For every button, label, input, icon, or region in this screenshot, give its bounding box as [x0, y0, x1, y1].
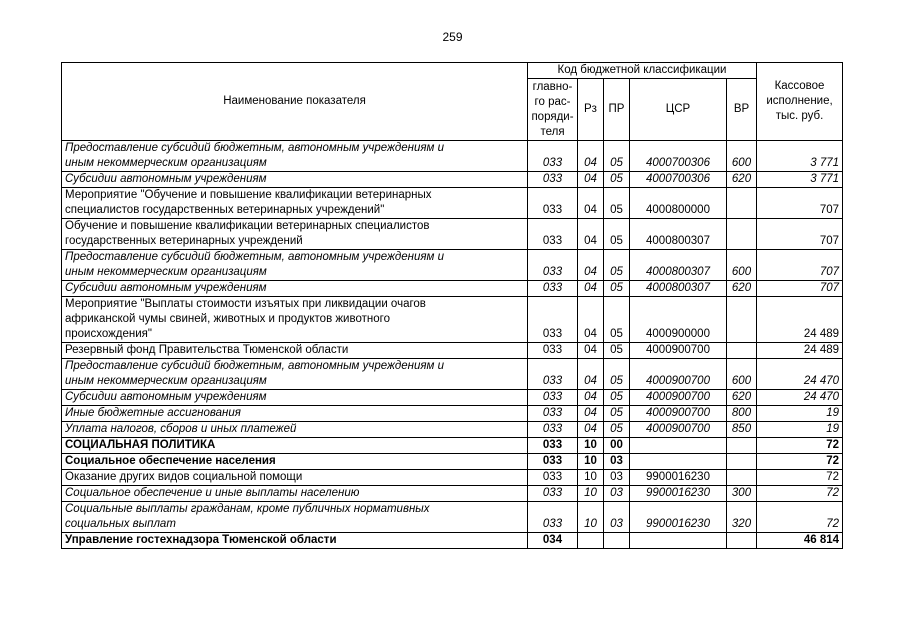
cell-amount: 72	[757, 454, 843, 470]
table-row	[62, 533, 843, 549]
row-name	[62, 141, 528, 172]
cell-pr: 05	[604, 250, 630, 281]
cell-rz: 04	[578, 359, 604, 390]
cell-vr: 850	[727, 422, 757, 438]
table-row	[62, 359, 843, 390]
table-row	[62, 141, 843, 172]
row-name	[62, 406, 528, 422]
cell-glavn: 033	[528, 343, 578, 359]
cell-vr	[727, 297, 757, 343]
row-name-line: Социальные выплаты гражданам, кроме публичных нормативных	[65, 503, 430, 515]
cell-pr: 03	[604, 502, 630, 533]
cell-csr	[630, 533, 727, 549]
cell-glavn: 033	[528, 188, 578, 219]
cell-vr	[727, 470, 757, 486]
header-glavn-line: поряди-	[531, 110, 574, 123]
row-name-line: Обучение и повышение квалификации ветеринарных специалистов	[65, 220, 430, 232]
row-name	[62, 502, 528, 533]
cell-pr: 03	[604, 470, 630, 486]
cell-rz: 04	[578, 406, 604, 422]
cell-vr: 620	[727, 390, 757, 406]
header-code-group: Код бюджетной классификации	[528, 63, 757, 79]
row-name-line: Оказание других видов социальной помощи	[65, 471, 303, 483]
cell-amount: 72	[757, 438, 843, 454]
cell-csr: 4000800307	[630, 250, 727, 281]
cell-rz	[578, 533, 604, 549]
row-name	[62, 390, 528, 406]
cell-rz: 04	[578, 281, 604, 297]
row-name-line: Иные бюджетные ассигнования	[65, 407, 241, 419]
table-header	[62, 63, 843, 141]
cell-vr: 600	[727, 250, 757, 281]
cell-glavn: 033	[528, 470, 578, 486]
cell-rz: 10	[578, 470, 604, 486]
row-name	[62, 470, 528, 486]
cell-csr: 4000800307	[630, 219, 727, 250]
row-name	[62, 454, 528, 470]
cell-vr: 600	[727, 359, 757, 390]
cell-rz: 04	[578, 219, 604, 250]
cell-pr	[604, 533, 630, 549]
cell-vr: 600	[727, 141, 757, 172]
cell-csr	[630, 454, 727, 470]
row-name	[62, 343, 528, 359]
cell-glavn: 033	[528, 486, 578, 502]
row-name-line: государственных ветеринарных учреждений	[65, 235, 303, 247]
row-name-line: Мероприятие "Выплаты стоимости изъятых при ликвидации очагов	[65, 298, 426, 310]
cell-glavn: 033	[528, 406, 578, 422]
row-name-line: Социальное обеспечение и иные выплаты населению	[65, 487, 360, 499]
cell-csr: 4000900000	[630, 297, 727, 343]
row-name-line: иным некоммерческим организациям	[65, 157, 267, 169]
header-vr: ВР	[727, 79, 757, 141]
row-name-line: Предоставление субсидий бюджетным, автономным учреждениям и	[65, 251, 445, 263]
cell-amount: 19	[757, 406, 843, 422]
row-name-line: Социальное обеспечение населения	[65, 455, 276, 467]
cell-pr: 05	[604, 219, 630, 250]
table-row	[62, 390, 843, 406]
cell-rz: 04	[578, 141, 604, 172]
cell-amount: 24 489	[757, 343, 843, 359]
cell-vr: 800	[727, 406, 757, 422]
table-row	[62, 486, 843, 502]
table-row	[62, 406, 843, 422]
cell-pr: 05	[604, 141, 630, 172]
table-row	[62, 438, 843, 454]
row-name	[62, 422, 528, 438]
cell-amount: 707	[757, 250, 843, 281]
cell-pr: 05	[604, 406, 630, 422]
cell-glavn: 033	[528, 172, 578, 188]
table-row	[62, 502, 843, 533]
row-name-line: африканской чумы свиней, животных и продуктов животного	[65, 313, 390, 325]
header-amount-line: исполнение,	[766, 95, 833, 107]
row-name-line: Предоставление субсидий бюджетным, автономным учреждениям и	[65, 360, 445, 372]
table-row	[62, 470, 843, 486]
cell-csr: 4000900700	[630, 406, 727, 422]
cell-rz: 04	[578, 188, 604, 219]
row-name	[62, 359, 528, 390]
cell-amount: 24 470	[757, 359, 843, 390]
cell-glavn: 033	[528, 250, 578, 281]
cell-amount: 72	[757, 502, 843, 533]
cell-amount: 46 814	[757, 533, 843, 549]
cell-vr: 300	[727, 486, 757, 502]
row-name	[62, 188, 528, 219]
table-row	[62, 454, 843, 470]
cell-csr: 4000900700	[630, 343, 727, 359]
cell-vr: 620	[727, 281, 757, 297]
cell-amount: 3 771	[757, 141, 843, 172]
cell-rz: 04	[578, 390, 604, 406]
cell-csr: 4000900700	[630, 422, 727, 438]
row-name-line: Предоставление субсидий бюджетным, автономным учреждениям и	[65, 142, 445, 154]
table-row	[62, 422, 843, 438]
cell-rz: 04	[578, 297, 604, 343]
cell-glavn: 033	[528, 297, 578, 343]
row-name-line: Резервный фонд Правительства Тюменской области	[65, 344, 349, 356]
row-name	[62, 250, 528, 281]
cell-pr: 05	[604, 343, 630, 359]
cell-pr: 05	[604, 422, 630, 438]
cell-rz: 04	[578, 422, 604, 438]
cell-pr: 05	[604, 359, 630, 390]
cell-csr	[630, 438, 727, 454]
cell-rz: 10	[578, 438, 604, 454]
cell-amount: 24 489	[757, 297, 843, 343]
cell-glavn: 033	[528, 422, 578, 438]
header-glavn	[528, 79, 578, 141]
cell-csr: 4000900700	[630, 390, 727, 406]
cell-pr: 05	[604, 172, 630, 188]
row-name	[62, 172, 528, 188]
header-glavn-line: главно-	[532, 80, 573, 93]
header-amount-line: тыс. руб.	[775, 110, 824, 122]
cell-rz: 04	[578, 250, 604, 281]
cell-pr: 05	[604, 390, 630, 406]
cell-rz: 10	[578, 502, 604, 533]
cell-pr: 03	[604, 486, 630, 502]
cell-pr: 05	[604, 297, 630, 343]
cell-amount: 19	[757, 422, 843, 438]
header-amount-line: Кассовое	[774, 80, 825, 92]
cell-glavn: 033	[528, 454, 578, 470]
table-row	[62, 188, 843, 219]
cell-rz: 10	[578, 486, 604, 502]
cell-csr: 4000700306	[630, 141, 727, 172]
table-row	[62, 343, 843, 359]
table-row	[62, 250, 843, 281]
row-name	[62, 281, 528, 297]
cell-vr	[727, 219, 757, 250]
cell-amount: 72	[757, 470, 843, 486]
header-pr: ПР	[604, 79, 630, 141]
table-body	[62, 141, 843, 549]
table-row	[62, 281, 843, 297]
cell-vr	[727, 188, 757, 219]
row-name-line: Уплата налогов, сборов и иных платежей	[65, 423, 297, 435]
header-glavn-line: го рас-	[534, 95, 571, 108]
row-name-line: СОЦИАЛЬНАЯ ПОЛИТИКА	[65, 439, 216, 451]
row-name-line: Субсидии автономным учреждениям	[65, 173, 267, 185]
cell-glavn: 033	[528, 359, 578, 390]
row-name	[62, 219, 528, 250]
row-name-line: Мероприятие "Обучение и повышение квалификации ветеринарных	[65, 189, 432, 201]
cell-csr: 4000800307	[630, 281, 727, 297]
cell-csr: 9900016230	[630, 470, 727, 486]
cell-vr: 620	[727, 172, 757, 188]
cell-vr	[727, 454, 757, 470]
cell-pr: 03	[604, 454, 630, 470]
header-name: Наименование показателя	[62, 63, 528, 141]
row-name-line: Управление гостехнадзора Тюменской области	[65, 534, 337, 546]
row-name-line: Субсидии автономным учреждениям	[65, 391, 267, 403]
cell-pr: 05	[604, 188, 630, 219]
row-name	[62, 533, 528, 549]
header-csr: ЦСР	[630, 79, 727, 141]
cell-amount: 707	[757, 219, 843, 250]
cell-amount: 707	[757, 188, 843, 219]
cell-amount: 707	[757, 281, 843, 297]
cell-glavn: 033	[528, 502, 578, 533]
cell-vr: 320	[727, 502, 757, 533]
row-name-line: социальных выплат	[65, 518, 176, 530]
cell-rz: 04	[578, 172, 604, 188]
row-name	[62, 438, 528, 454]
row-name-line: иным некоммерческим организациям	[65, 266, 267, 278]
row-name-line: Субсидии автономным учреждениям	[65, 282, 267, 294]
cell-rz: 10	[578, 454, 604, 470]
header-rz: Рз	[578, 79, 604, 141]
table-row	[62, 219, 843, 250]
cell-amount: 72	[757, 486, 843, 502]
cell-csr: 9900016230	[630, 486, 727, 502]
cell-glavn: 034	[528, 533, 578, 549]
cell-glavn: 033	[528, 281, 578, 297]
cell-pr: 00	[604, 438, 630, 454]
cell-amount: 3 771	[757, 172, 843, 188]
row-name	[62, 297, 528, 343]
row-name	[62, 486, 528, 502]
cell-vr	[727, 343, 757, 359]
table-row	[62, 297, 843, 343]
row-name-line: происхождения"	[65, 328, 152, 340]
row-name-line: иным некоммерческим организациям	[65, 375, 267, 387]
cell-glavn: 033	[528, 390, 578, 406]
cell-glavn: 033	[528, 219, 578, 250]
cell-rz: 04	[578, 343, 604, 359]
cell-vr	[727, 438, 757, 454]
cell-vr	[727, 533, 757, 549]
cell-csr: 4000900700	[630, 359, 727, 390]
cell-glavn: 033	[528, 141, 578, 172]
budget-table	[61, 62, 843, 549]
cell-glavn: 033	[528, 438, 578, 454]
cell-csr: 9900016230	[630, 502, 727, 533]
cell-amount: 24 470	[757, 390, 843, 406]
cell-csr: 4000700306	[630, 172, 727, 188]
row-name-line: специалистов государственных ветеринарных учреждений"	[65, 204, 385, 216]
table-row	[62, 172, 843, 188]
cell-csr: 4000800000	[630, 188, 727, 219]
header-amount	[757, 63, 843, 141]
page-number: 259	[442, 30, 463, 44]
header-glavn-line: теля	[540, 125, 565, 138]
cell-pr: 05	[604, 281, 630, 297]
